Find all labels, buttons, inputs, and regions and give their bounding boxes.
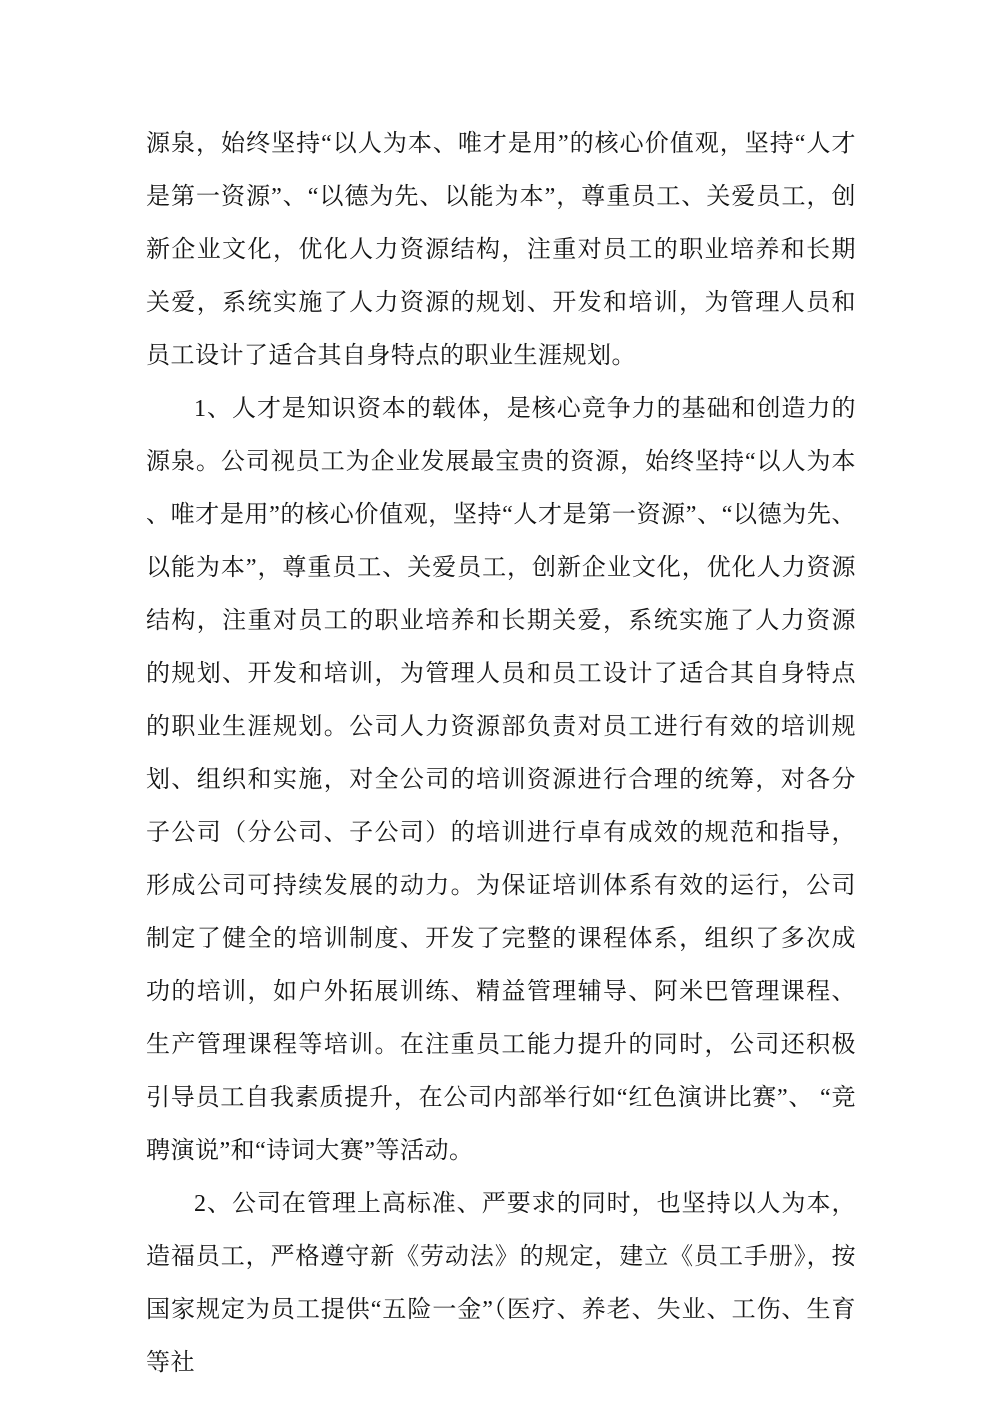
document-body: [146, 118, 856, 1390]
paragraph-item-2: 2、公司在管理上高标准、严要求的同时，也坚持以人为本，造福员工，严格遵守新《劳动法》的规定，建立《员工手册》，按国家规定为员工提供“五险一金”（医疗、养老、失业、工伤、生育等社: [146, 1191, 856, 1376]
paragraph-item-1: 1、人才是知识资本的载体，是核心竞争力的基础和创造力的源泉。公司视员工为企业发展最宝贵的资源，始终坚持“以人为本 、唯才是用”的核心价值观，坚持“人才是第一资源”、“以德为先、以能为本”，尊重员工、关爱员工，创新企业文化，优化人力资源结构，注重对员工的职业培养和长期关爱，系统实施了人力资源的规划、开发和培训，为管理人员和员工设计了适合其自身特点的职业生涯规划。公司人力资源部负责对员工进行有效的培训规划、组织和实施，对全公司的培训资源进行合理的统筹，对各分子公司（分公司、子公司）的培训进行卓有成效的规范和指导，形成公司可持续发展的动力。为保证培训体系有效的运行，公司制定了健全的培训制度、开发了完整的课程体系，组织了多次成功的培训，如户外拓展训练、精益管理辅导、阿米巴管理课程、生产管理课程等培训。在注重员工能力提升的同时，公司还积极引导员工自我素质提升，在公司内部举行如“红色演讲比赛”、 “竞聘演说”和“诗词大赛”等活动。: [146, 396, 856, 1164]
paragraph-continuation: 源泉，始终坚持“以人为本、唯才是用”的核心价值观，坚持“人才是第一资源”、“以德为先、以能为本”，尊重员工、关爱员工，创新企业文化，优化人力资源结构，注重对员工的职业培养和长期关爱，系统实施了人力资源的规划、开发和培训，为管理人员和员工设计了适合其自身特点的职业生涯规划。: [146, 131, 856, 369]
